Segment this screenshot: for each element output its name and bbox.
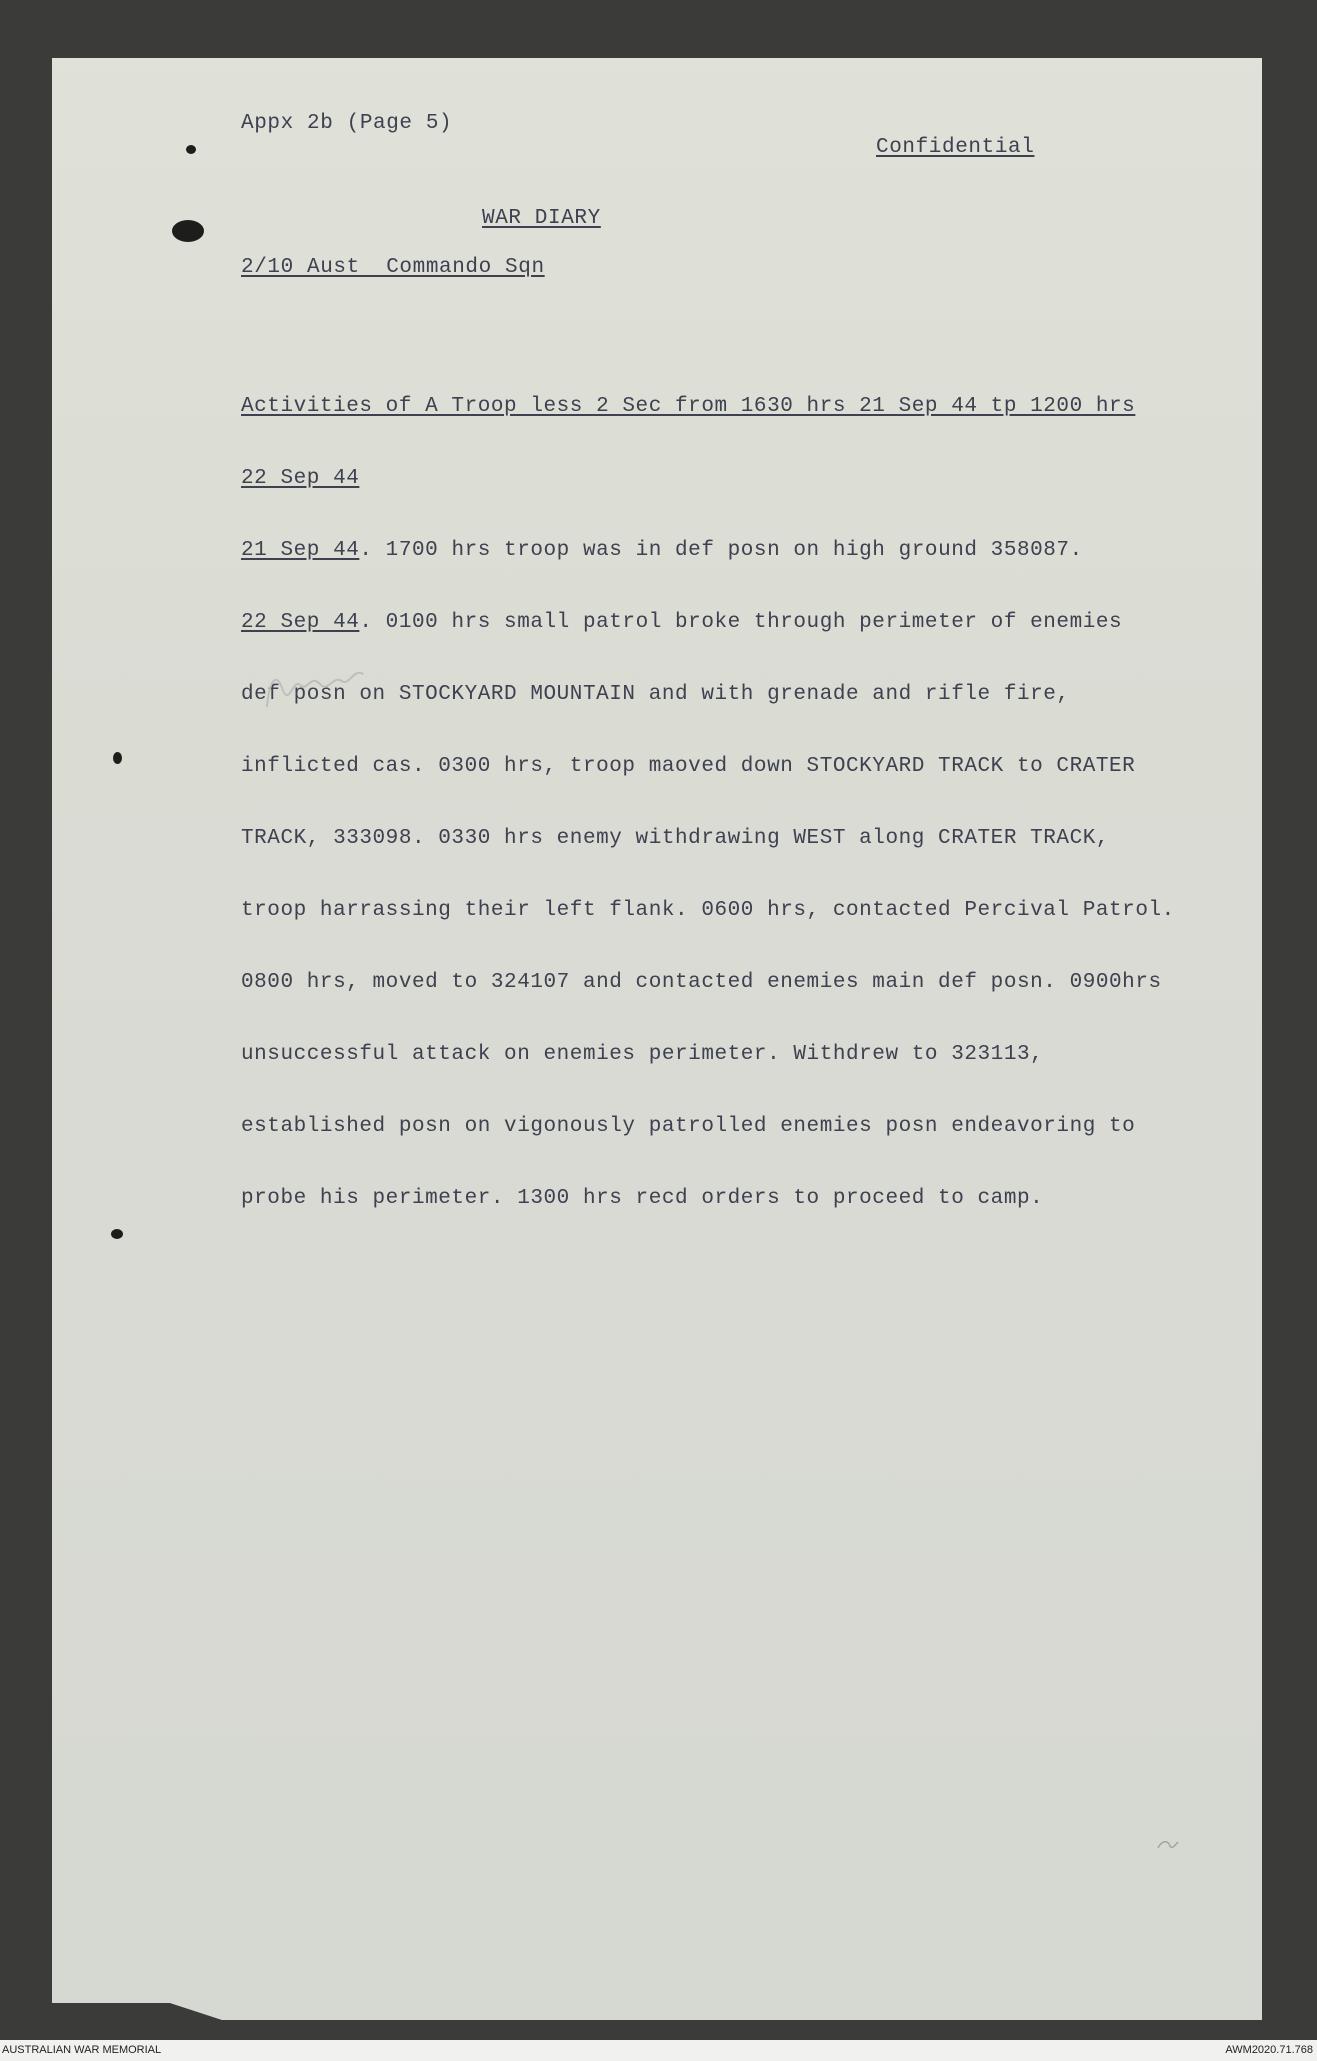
punch-hole-top bbox=[186, 145, 196, 154]
diary-entry bbox=[241, 539, 1175, 563]
entry-date: 21 Sep 44 bbox=[241, 539, 360, 562]
unit-name: 2/10 Aust Commando Sqn bbox=[241, 256, 545, 279]
body-line: 0800 hrs, moved to 324107 and contacted enemies main def posn. 0900hrs bbox=[241, 971, 1162, 994]
diary-entry bbox=[241, 611, 1175, 635]
pencil-mark bbox=[1156, 1838, 1180, 1852]
archive-credit: AUSTRALIAN WAR MEMORIAL bbox=[2, 2044, 162, 2056]
activities-heading-date-line bbox=[241, 467, 1175, 491]
classification-label: Confidential bbox=[876, 136, 1035, 159]
activities-heading: Activities of A Troop less 2 Sec from 1630 hrs 21 Sep 44 tp 1200 hrs bbox=[241, 395, 1136, 418]
body-line: inflicted cas. 0300 hrs, troop maoved down STOCKYARD TRACK to CRATER bbox=[241, 755, 1136, 778]
punch-hole-upper bbox=[172, 220, 204, 242]
activities-heading-date: 22 Sep 44 bbox=[241, 467, 360, 490]
diary-body bbox=[241, 347, 1175, 1235]
document-title: WAR DIARY bbox=[482, 207, 601, 230]
entry-date: 22 Sep 44 bbox=[241, 611, 360, 634]
entry-text: . 0100 hrs small patrol broke through perimeter of enemies bbox=[359, 611, 1123, 634]
body-line: TRACK, 333098. 0330 hrs enemy withdrawing WEST along CRATER TRACK, bbox=[241, 827, 1110, 850]
archive-reference: AWM2020.71.768 bbox=[1225, 2044, 1313, 2056]
body-line: troop harrassing their left flank. 0600 hrs, contacted Percival Patrol. bbox=[241, 899, 1175, 922]
punch-hole-middle bbox=[113, 752, 122, 764]
body-line: established posn on vigonously patrolled enemies posn endeavoring to bbox=[241, 1115, 1136, 1138]
body-line: def posn on STOCKYARD MOUNTAIN and with grenade and rifle fire, bbox=[241, 683, 1070, 706]
body-line: probe his perimeter. 1300 hrs recd orders to proceed to camp. bbox=[241, 1187, 1044, 1210]
appendix-label: Appx 2b (Page 5) bbox=[241, 112, 453, 135]
entry-text: . 1700 hrs troop was in def posn on high ground 358087. bbox=[359, 539, 1083, 562]
body-line: unsuccessful attack on enemies perimeter. Withdrew to 323113, bbox=[241, 1043, 1044, 1066]
punch-hole-lower bbox=[111, 1229, 123, 1239]
archive-footer bbox=[0, 2040, 1317, 2061]
